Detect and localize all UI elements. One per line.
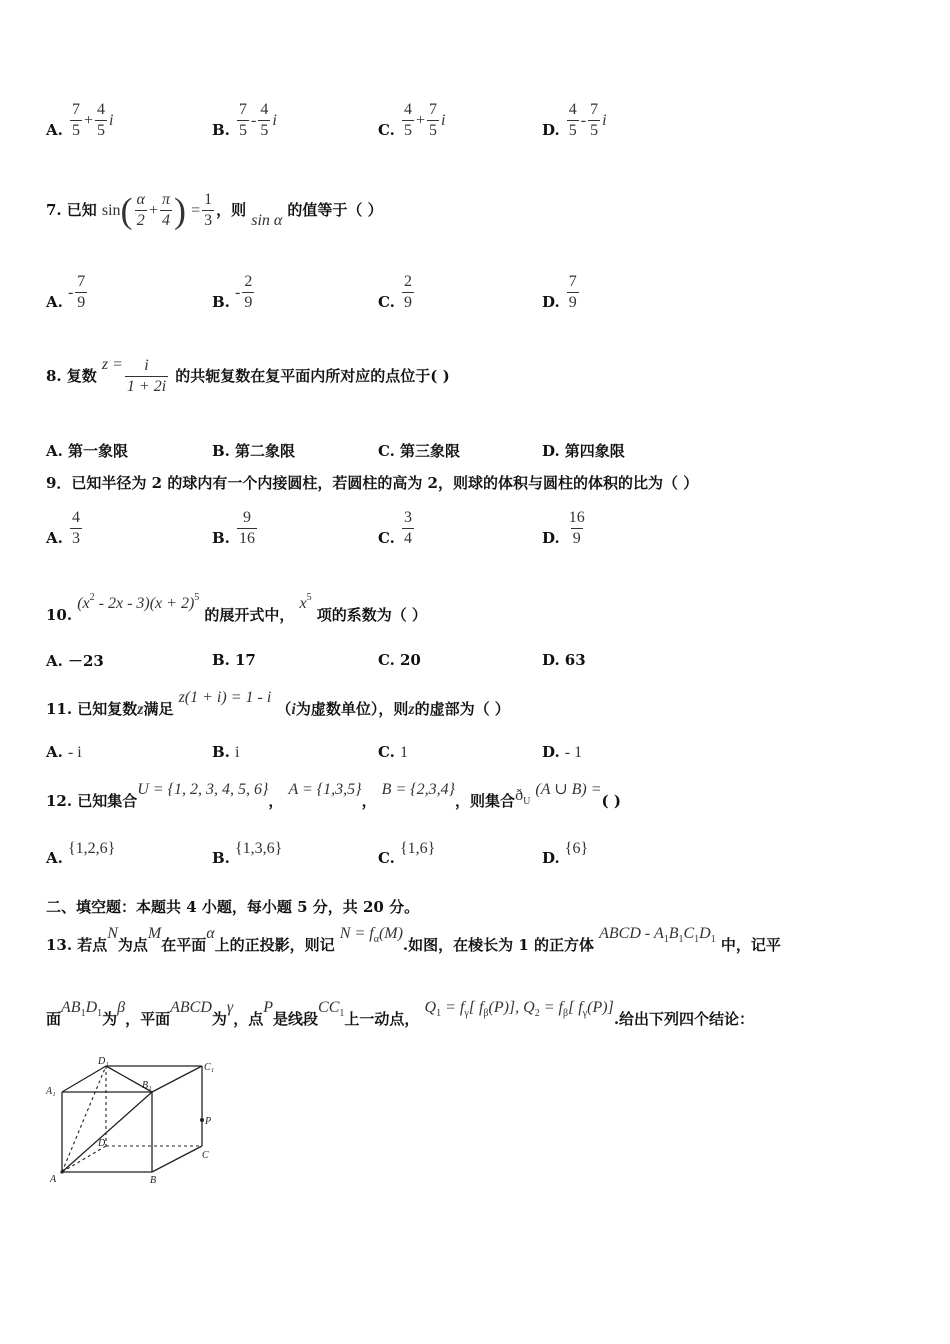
q13-m: M	[147, 925, 162, 942]
option-text: 第三象限	[400, 442, 461, 460]
option-text: 第二象限	[235, 442, 296, 460]
q11-prefix: 已知复数	[77, 700, 138, 718]
q9-option-d	[542, 508, 589, 549]
imag-unit: i	[602, 112, 607, 129]
label-p: P	[205, 1116, 212, 1127]
q11-option-b	[212, 742, 239, 762]
den: 5	[429, 122, 438, 139]
q11-option-d	[542, 742, 582, 762]
option-label: C.	[378, 651, 395, 669]
imag-unit: i	[272, 112, 277, 129]
num: 7	[71, 101, 80, 118]
q11-z2: z	[408, 701, 415, 718]
q12-set-b: B = {2,3,4}	[381, 781, 456, 798]
den: 5	[97, 122, 105, 139]
q7-prefix: 已知	[66, 201, 97, 219]
den: 16	[239, 530, 255, 547]
q10-option-c	[378, 650, 421, 669]
q13-t4: 上的正投影，则记	[214, 936, 335, 954]
option-label: B.	[212, 849, 230, 867]
option-label: C.	[378, 121, 395, 139]
option-label: B.	[212, 743, 230, 761]
option-label: A.	[46, 849, 63, 867]
option-label: A.	[46, 293, 63, 311]
section-heading: 二、填空题：本题共 4 小题，每小题 5 分，共 20 分。	[46, 898, 420, 916]
option-label: A.	[46, 121, 63, 139]
sign: -	[235, 284, 241, 301]
imag-unit: i	[441, 112, 446, 129]
q8-prefix: 复数	[66, 367, 97, 385]
q7-val-den: 3	[204, 212, 213, 229]
option-label: C.	[378, 849, 395, 867]
option-text: 第四象限	[564, 442, 625, 460]
option-label: A.	[46, 652, 63, 670]
q10-mid: 的展开式中，	[204, 606, 295, 624]
label-b1: B₁	[142, 1080, 152, 1091]
option-label: C.	[378, 743, 395, 761]
q10-suffix: 项的系数为（ ）	[316, 606, 427, 624]
sign: -	[67, 284, 74, 301]
q12-suffix: ( )	[601, 792, 621, 810]
option-label: A.	[46, 442, 63, 460]
option-text: {1,3,6}	[235, 840, 283, 857]
q9-option-b	[212, 508, 259, 549]
option-label: B.	[212, 121, 230, 139]
q11-suffix: 的虚部为（ ）	[414, 700, 510, 718]
q7-number: 7.	[46, 201, 62, 219]
label-d1: D₁	[98, 1056, 109, 1067]
q13-t6: 中，记平	[720, 936, 781, 954]
option-label: B.	[212, 529, 230, 547]
den: 5	[590, 122, 599, 139]
option-text: - 1	[564, 744, 583, 761]
option-label: B.	[212, 442, 230, 460]
num: 4	[260, 101, 269, 118]
q13-alpha: α	[206, 925, 215, 942]
q13-plane2: ABCD	[170, 999, 212, 1016]
num: 9	[243, 509, 251, 526]
q8-option-d	[542, 440, 625, 461]
q12-prefix: 已知集合	[77, 792, 138, 810]
option-label: A.	[46, 529, 63, 547]
q12-option-d	[542, 838, 589, 867]
q13-l2-t7: 上一动点，	[344, 1010, 420, 1028]
q8-number: 8.	[46, 367, 62, 385]
q7-pi: π	[161, 191, 170, 208]
q7-mid: ，则	[216, 201, 247, 219]
den: 5	[568, 122, 577, 139]
q7-option-b	[212, 272, 256, 313]
label-c1: C₁	[204, 1062, 215, 1073]
q7-option-d	[542, 272, 581, 313]
q13-seg: CC	[318, 999, 340, 1016]
den: 9	[404, 294, 412, 311]
imag-unit: i	[109, 112, 114, 129]
q13-plane1: AB	[61, 999, 81, 1016]
q10-number: 10.	[46, 606, 73, 624]
q10-option-b	[212, 650, 256, 669]
q11-z: z	[137, 701, 144, 718]
option-text: {1,6}	[400, 840, 436, 857]
q13-l2-t1: 面	[46, 1010, 62, 1028]
q13-gamma: γ	[226, 999, 234, 1016]
operator: -	[580, 112, 587, 129]
option-label: A.	[46, 743, 63, 761]
label-d: D	[98, 1138, 106, 1149]
label-b: B	[150, 1175, 157, 1186]
q9-stem: 9．已知半径为 2 的球内有一个内接圆柱，若圆柱的高为 2，则球的体积与圆柱的体积的比为（ ）	[46, 474, 699, 492]
num: 7	[239, 101, 247, 118]
point-p	[200, 1118, 204, 1122]
operator: +	[83, 112, 93, 129]
option-label: C.	[378, 529, 395, 547]
den: 3	[71, 530, 80, 547]
q13-t3: 在平面	[161, 936, 207, 954]
q12-option-a	[46, 838, 116, 867]
q13-cube: ABCD - A	[599, 925, 664, 942]
den: 5	[260, 122, 269, 139]
q13-n: N	[107, 925, 118, 942]
q10-expr2: - 2x - 3)(x + 2)	[94, 595, 195, 612]
q6-option-a	[46, 100, 113, 141]
option-label: D.	[542, 743, 560, 761]
q12-set-u: U = {1, 2, 3, 4, 5, 6}	[137, 781, 269, 798]
q10-option-d	[542, 650, 586, 669]
q11-mid: 满足	[143, 700, 174, 718]
option-text: 1	[400, 744, 408, 761]
den: 4	[404, 530, 412, 547]
q13-t5: .如图，在棱长为 1 的正方体	[402, 936, 595, 954]
q12-complement-sub: U	[523, 796, 531, 807]
den: 9	[572, 530, 581, 547]
cube-figure	[40, 1052, 230, 1192]
operator: -	[251, 112, 257, 129]
q12-option-b	[212, 838, 283, 867]
option-label: D.	[542, 651, 560, 669]
q7-alpha-den: 2	[136, 212, 145, 229]
option-label: D.	[542, 442, 560, 460]
num: 4	[71, 509, 80, 526]
q7-sin: sin	[101, 202, 121, 219]
q9-option-a	[46, 508, 84, 549]
q13-l2-t6: 是线段	[273, 1010, 319, 1028]
q8-num: i	[144, 357, 149, 374]
q11-paren: （	[276, 700, 292, 718]
den: 9	[568, 294, 577, 311]
q6-option-b	[212, 100, 277, 141]
q7-eq: =	[191, 202, 201, 219]
q13-p: P	[263, 999, 274, 1016]
q12-set-a: A = {1,3,5}	[288, 781, 362, 798]
q11-stem	[46, 686, 510, 718]
q8-option-c	[378, 440, 460, 461]
q12-expr: (A ∪ B) =	[535, 781, 602, 798]
q7-pi-den: 4	[161, 212, 170, 229]
den: 5	[404, 122, 412, 139]
q10-option-a	[46, 650, 104, 671]
q10-xexp: 5	[306, 592, 312, 603]
q12-mid: ，则集合	[455, 792, 516, 810]
q12-stem	[46, 778, 621, 810]
label-a: A	[50, 1174, 57, 1185]
q7-stem: 7. 已知 sin( $\frac{\alpha}{2}$ + $\frac{\pi}{4}$ ) = $\frac{1}{3}$ ，则 sin α 的值等于（ ）	[46, 190, 383, 231]
q13-l2-t3: ，平面	[125, 1010, 171, 1028]
label-a1: A₁	[46, 1086, 56, 1097]
q13-f-sub: α	[373, 934, 379, 945]
option-label: D.	[542, 121, 560, 139]
num: 4	[404, 101, 412, 118]
option-text: 第一象限	[67, 442, 128, 460]
q13-q: Q	[424, 999, 437, 1016]
operator: +	[416, 112, 426, 129]
q13-t2: 为点	[117, 936, 148, 954]
q13-line2: 面$AB_1D_1$为β，平面ABCD为γ，点P是线段$CC_1$上一动点， $Q_1 = f_\gamma$[ $f_\beta(P)$], $Q_2 = f_\beta$[ $f_\gamma(P)$].给出下列四个结论：	[46, 999, 755, 1028]
q10-expr1: (x	[77, 595, 90, 612]
option-label: C.	[378, 293, 395, 311]
den: 5	[71, 122, 80, 139]
q10-stem	[46, 592, 427, 624]
q13-f-arg: (M)	[378, 925, 403, 942]
q10-exp5: 5	[194, 592, 200, 603]
num: 7	[77, 273, 86, 290]
q13-l2-t5: ，点	[233, 1010, 264, 1028]
q8-den: 1 + 2i	[126, 378, 167, 395]
q7-plus: +	[148, 202, 158, 219]
q7-sin-alpha: sin α	[251, 212, 283, 229]
option-text: {1,2,6}	[67, 840, 116, 857]
q9-option-c	[378, 508, 416, 549]
q11-paren-text: 为虚数单位），则	[295, 700, 409, 718]
q6-option-c	[378, 100, 445, 141]
q8-suffix: 的共轭复数在复平面内所对应的点位于( )	[175, 367, 450, 385]
option-text: i	[235, 744, 240, 761]
q13-l2-t4: 为	[211, 1010, 227, 1028]
option-label: D.	[542, 293, 560, 311]
q8-option-b	[212, 440, 295, 461]
q11-number: 11.	[46, 700, 73, 718]
q13-l2-t2: 为	[102, 1010, 118, 1028]
num: 4	[97, 101, 105, 118]
num: 4	[568, 101, 577, 118]
q7-val-num: 1	[204, 191, 213, 208]
q7-alpha: α	[136, 191, 145, 208]
q11-eq: z(1 + i) = 1 - i	[178, 689, 272, 706]
q12-sep1: ，	[268, 792, 284, 810]
num: 16	[568, 509, 585, 526]
q12-sep2: ，	[361, 792, 377, 810]
option-text: {6}	[564, 840, 589, 857]
q13-line1: 13. 若点N为点M在平面α上的正投影，则记 $N = f_\alpha(M)$.如图，在棱长为 1 的正方体 ABCD - $A_1B_1C_1D_1$ 中，记平	[46, 925, 781, 954]
num: 7	[568, 273, 577, 290]
q12-complement: ð	[515, 787, 524, 804]
q12-option-c	[378, 838, 436, 867]
q11-option-a	[46, 742, 82, 762]
q8-option-a	[46, 440, 128, 461]
q10-x: x	[299, 595, 307, 612]
option-label: B.	[212, 651, 230, 669]
q8-stem	[46, 356, 450, 397]
option-text: －23	[67, 652, 104, 670]
q7-suffix: 的值等于（ ）	[287, 201, 383, 219]
q13-t1: 若点	[77, 936, 108, 954]
den: 9	[77, 294, 86, 311]
option-text: 17	[235, 651, 256, 669]
option-text: 63	[564, 651, 586, 669]
num: 3	[404, 509, 412, 526]
option-label: B.	[212, 293, 230, 311]
q13-f: N = f	[339, 925, 374, 942]
q7-option-c	[378, 272, 416, 313]
option-text: 20	[400, 651, 421, 669]
q8-z: z =	[101, 356, 123, 373]
option-label: D.	[542, 849, 560, 867]
q12-number: 12.	[46, 792, 73, 810]
q13-l2-t8: .给出下列四个结论：	[613, 1010, 755, 1028]
num: 2	[404, 273, 412, 290]
label-c: C	[202, 1150, 209, 1161]
num: 2	[244, 273, 253, 290]
option-label: D.	[542, 529, 560, 547]
q10-exp2: 2	[89, 592, 95, 603]
den: 9	[244, 294, 253, 311]
q13-number: 13.	[46, 936, 73, 954]
option-label: C.	[378, 442, 395, 460]
num: 7	[429, 101, 438, 118]
q11-i: i	[291, 701, 296, 718]
den: 5	[239, 122, 247, 139]
q7-option-a	[46, 272, 89, 313]
q13-beta: β	[117, 999, 126, 1016]
q11-option-c	[378, 742, 408, 762]
option-text: - i	[67, 744, 82, 761]
num: 7	[590, 101, 599, 118]
q6-option-d	[542, 100, 607, 141]
